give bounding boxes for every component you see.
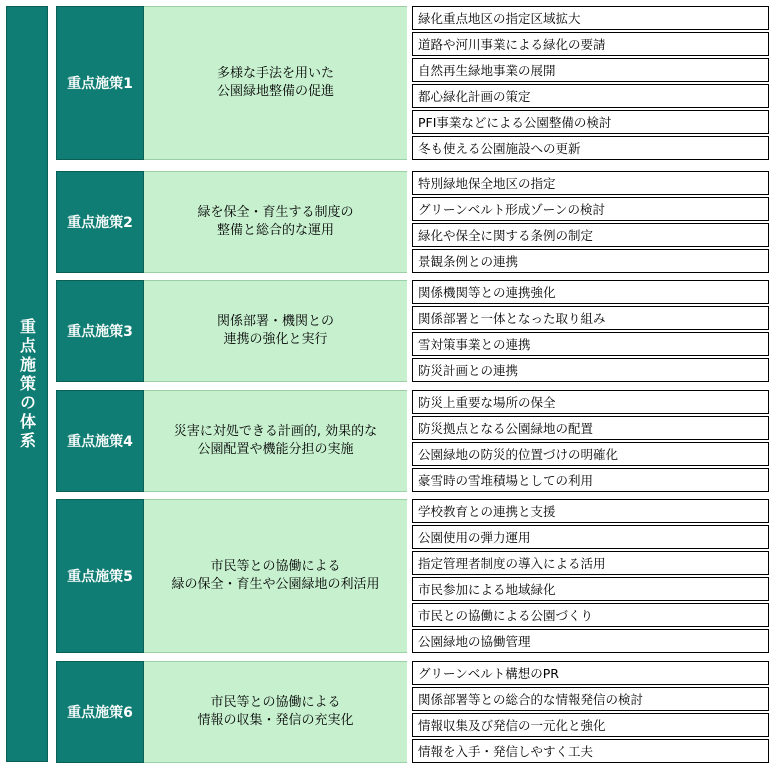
policy-description: 関係部署・機関との 連携の強化と実行: [144, 280, 407, 382]
policy-item: 防災上重要な場所の保全: [412, 390, 769, 414]
policy-item: 情報収集及び発信の一元化と強化: [412, 713, 769, 737]
policy-item: 防災拠点となる公園緑地の配置: [412, 416, 769, 440]
policy-item: 緑化重点地区の指定区域拡大: [412, 6, 769, 30]
policy-item: 学校教育との連携と支援: [412, 499, 769, 523]
policy-label: 重点施策6: [56, 661, 144, 763]
policy-item: 雪対策事業との連携: [412, 332, 769, 356]
policy-item: 冬も使える公園施設への更新: [412, 136, 769, 160]
policy-item: グリーンベルト構想のPR: [412, 661, 769, 685]
policy-items: [412, 6, 769, 160]
policy-label: 重点施策3: [56, 280, 144, 382]
policy-item: 防災計画との連携: [412, 358, 769, 382]
policy-description: 市民等との協働による 緑の保全・育生や公園緑地の利活用: [144, 499, 407, 653]
policy-item: グリーンベルト形成ゾーンの検討: [412, 197, 769, 221]
policy-item: 市民との協働による公園づくり: [412, 603, 769, 627]
policy-items: [412, 390, 769, 492]
policy-item: 公園使用の弾力運用: [412, 525, 769, 549]
policy-item: 関係部署等との総合的な情報発信の検討: [412, 687, 769, 711]
policy-item: 特別緑地保全地区の指定: [412, 171, 769, 195]
policy-item: 自然再生緑地事業の展開: [412, 58, 769, 82]
policy-description: 多様な手法を用いた 公園緑地整備の促進: [144, 6, 407, 160]
policy-item: 緑化や保全に関する条例の制定: [412, 223, 769, 247]
policy-label: 重点施策5: [56, 499, 144, 653]
policy-item: 情報を入手・発信しやすく工夫: [412, 739, 769, 763]
policy-description: 緑を保全・育生する制度の 整備と総合的な運用: [144, 171, 407, 273]
policy-label: 重点施策1: [56, 6, 144, 160]
policy-item: 都心緑化計画の策定: [412, 84, 769, 108]
policy-item: 公園緑地の協働管理: [412, 629, 769, 653]
policy-group-2: [56, 171, 769, 273]
policy-label: 重点施策2: [56, 171, 144, 273]
policy-item: PFI事業などによる公園整備の検討: [412, 110, 769, 134]
policy-item: 道路や河川事業による緑化の要請: [412, 32, 769, 56]
policy-item: 市民参加による地域緑化: [412, 577, 769, 601]
policy-group-5: [56, 499, 769, 653]
policy-item: 豪雪時の雪堆積場としての利用: [412, 468, 769, 492]
policy-items: [412, 499, 769, 653]
root-category-bar: [6, 6, 48, 762]
policy-group-6: [56, 661, 769, 763]
policy-description: 市民等との協働による 情報の収集・発信の充実化: [144, 661, 407, 763]
policy-item: 関係機関等との連携強化: [412, 280, 769, 304]
policy-group-3: [56, 280, 769, 382]
policy-group-1: [56, 6, 769, 160]
policy-item: 指定管理者制度の導入による活用: [412, 551, 769, 575]
policy-items: [412, 661, 769, 763]
policy-items: [412, 171, 769, 273]
policy-item: 公園緑地の防災的位置づけの明確化: [412, 442, 769, 466]
policy-item: 景観条例との連携: [412, 249, 769, 273]
policy-items: [412, 280, 769, 382]
policy-item: 関係部署と一体となった取り組み: [412, 306, 769, 330]
policy-group-4: [56, 390, 769, 492]
policy-description: 災害に対処できる計画的, 効果的な 公園配置や機能分担の実施: [144, 390, 407, 492]
policy-label: 重点施策4: [56, 390, 144, 492]
root-category-label: 重点施策の体系: [17, 317, 37, 451]
